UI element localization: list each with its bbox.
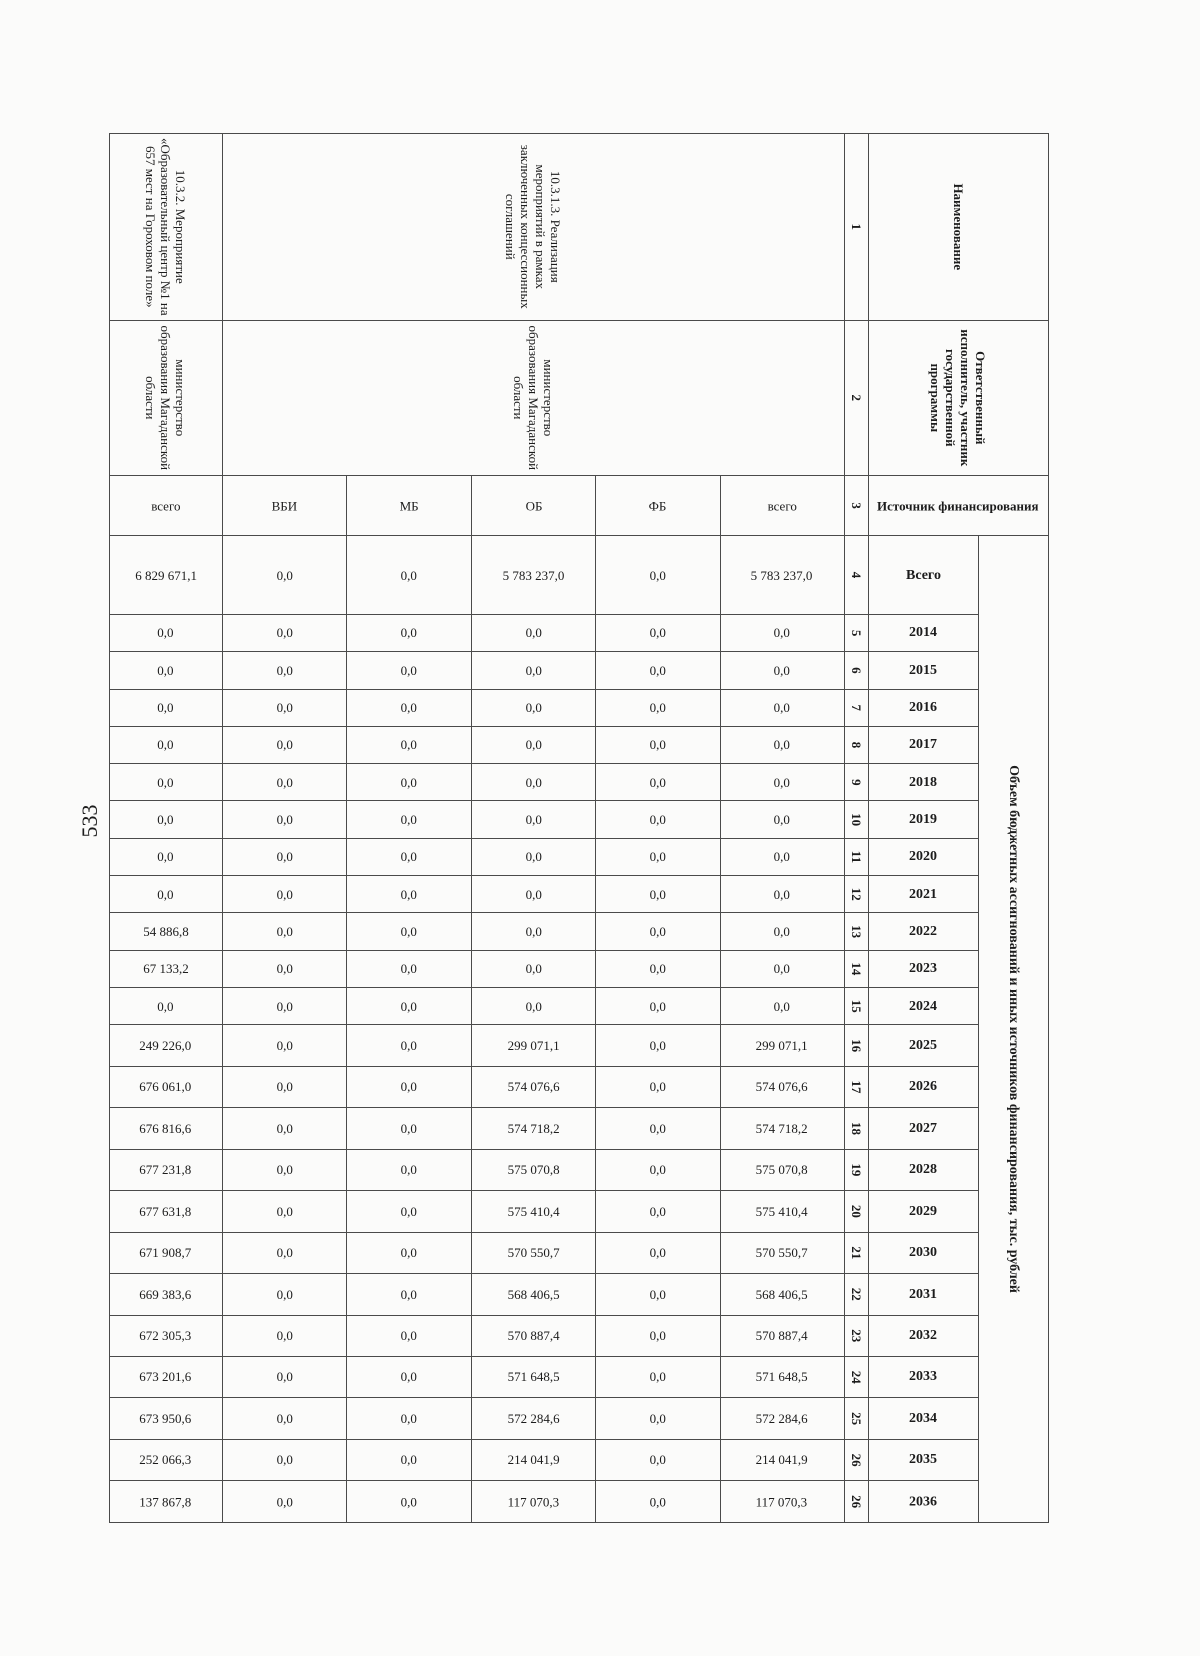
year-value: 0,0 (596, 1108, 720, 1149)
column-number: 19 (845, 1149, 869, 1190)
year-value: 0,0 (347, 988, 471, 1025)
year-value: 0,0 (596, 876, 720, 913)
year-value: 574 718,2 (471, 1108, 595, 1149)
year-value: 568 406,5 (471, 1274, 595, 1315)
column-number: 20 (845, 1191, 869, 1232)
year-value: 0,0 (347, 1025, 471, 1066)
year-value: 67 133,2 (110, 950, 223, 987)
year-header: 2028 (869, 1149, 979, 1190)
year-header: 2016 (869, 689, 979, 726)
column-number: 4 (845, 536, 869, 615)
year-header: 2015 (869, 652, 979, 689)
column-number: 14 (845, 950, 869, 987)
year-header: 2014 (869, 614, 979, 651)
column-number: 9 (845, 764, 869, 801)
year-value: 0,0 (222, 1108, 346, 1149)
year-header: 2025 (869, 1025, 979, 1066)
year-value: 0,0 (596, 764, 720, 801)
year-header: 2030 (869, 1232, 979, 1273)
year-value: 0,0 (347, 652, 471, 689)
column-number: 23 (845, 1315, 869, 1356)
year-value: 0,0 (720, 913, 844, 950)
year-value: 214 041,9 (471, 1439, 595, 1480)
column-number: 8 (845, 726, 869, 763)
year-value: 0,0 (347, 1066, 471, 1107)
year-value: 0,0 (596, 1232, 720, 1273)
year-value: 572 284,6 (471, 1398, 595, 1439)
year-value: 0,0 (222, 913, 346, 950)
year-value: 0,0 (347, 1149, 471, 1190)
responsible-executor: министерство образования Магаданской области (110, 320, 223, 475)
column-number: 17 (845, 1066, 869, 1107)
year-header: 2021 (869, 876, 979, 913)
year-value: 117 070,3 (720, 1481, 844, 1523)
year-value: 249 226,0 (110, 1025, 223, 1066)
year-value: 0,0 (596, 950, 720, 987)
year-value: 0,0 (471, 913, 595, 950)
year-value: 571 648,5 (720, 1356, 844, 1397)
year-header: 2035 (869, 1439, 979, 1480)
year-value: 0,0 (596, 1066, 720, 1107)
year-value: 0,0 (720, 614, 844, 651)
year-value: 137 867,8 (110, 1481, 223, 1523)
year-value: 570 887,4 (471, 1315, 595, 1356)
year-value: 574 718,2 (720, 1108, 844, 1149)
year-value: 570 550,7 (720, 1232, 844, 1273)
year-header: 2036 (869, 1481, 979, 1523)
header-name: Наименование (869, 134, 1049, 321)
total-value: 5 783 237,0 (471, 536, 595, 615)
year-value: 0,0 (347, 689, 471, 726)
year-value: 0,0 (471, 950, 595, 987)
header-total: Всего (869, 536, 979, 615)
year-value: 0,0 (596, 726, 720, 763)
year-value: 0,0 (347, 614, 471, 651)
year-value: 0,0 (347, 801, 471, 838)
year-value: 677 631,8 (110, 1191, 223, 1232)
year-value: 0,0 (222, 1315, 346, 1356)
year-value: 676 061,0 (110, 1066, 223, 1107)
year-value: 0,0 (222, 1191, 346, 1232)
year-value: 0,0 (222, 1025, 346, 1066)
year-value: 0,0 (720, 652, 844, 689)
total-value: 0,0 (347, 536, 471, 615)
year-value: 0,0 (222, 1066, 346, 1107)
column-number: 10 (845, 801, 869, 838)
financing-source: всего (720, 476, 844, 536)
year-value: 0,0 (222, 726, 346, 763)
year-value: 299 071,1 (720, 1025, 844, 1066)
year-value: 0,0 (222, 764, 346, 801)
year-value: 572 284,6 (720, 1398, 844, 1439)
year-value: 0,0 (347, 1191, 471, 1232)
measure-name: 10.3.1.3. Реализация мероприятий в рамках заключенных концессионных соглашений (222, 134, 844, 321)
year-value: 0,0 (222, 1149, 346, 1190)
year-value: 0,0 (347, 1439, 471, 1480)
year-value: 0,0 (110, 652, 223, 689)
year-value: 252 066,3 (110, 1439, 223, 1480)
year-value: 0,0 (347, 1315, 471, 1356)
year-value: 0,0 (110, 838, 223, 875)
year-header: 2019 (869, 801, 979, 838)
total-value: 0,0 (596, 536, 720, 615)
year-value: 0,0 (222, 838, 346, 875)
year-value: 0,0 (222, 652, 346, 689)
column-number: 7 (845, 689, 869, 726)
year-value: 0,0 (720, 876, 844, 913)
year-value: 574 076,6 (720, 1066, 844, 1107)
year-header: 2034 (869, 1398, 979, 1439)
year-value: 0,0 (596, 1274, 720, 1315)
year-value: 0,0 (596, 801, 720, 838)
year-value: 0,0 (720, 726, 844, 763)
measure-name: 10.3.2. Мероприятие «Образовательный центр №1 на 657 мест на Гороховом поле» (110, 134, 223, 321)
year-value: 0,0 (110, 876, 223, 913)
budget-table-sheet (109, 133, 1049, 1523)
year-value: 0,0 (596, 913, 720, 950)
column-number: 26 (845, 1481, 869, 1523)
year-value: 0,0 (596, 1025, 720, 1066)
year-value: 0,0 (110, 614, 223, 651)
year-value: 0,0 (347, 1274, 471, 1315)
year-value: 0,0 (596, 614, 720, 651)
page-number: 533 (77, 804, 102, 838)
column-number: 22 (845, 1274, 869, 1315)
year-value: 669 383,6 (110, 1274, 223, 1315)
year-value: 0,0 (720, 801, 844, 838)
responsible-executor: министерство образования Магаданской области (222, 320, 844, 475)
year-header: 2033 (869, 1356, 979, 1397)
column-number: 13 (845, 913, 869, 950)
year-value: 0,0 (471, 614, 595, 651)
year-value: 0,0 (471, 726, 595, 763)
year-value: 0,0 (471, 988, 595, 1025)
column-number: 15 (845, 988, 869, 1025)
financing-source: ОБ (471, 476, 595, 536)
year-value: 673 201,6 (110, 1356, 223, 1397)
year-value: 0,0 (347, 1398, 471, 1439)
column-number: 26 (845, 1439, 869, 1480)
total-value: 0,0 (222, 536, 346, 615)
header-financing-volume: Объем бюджетных ассигнований и иных источников финансирования, тыс. рублей (979, 536, 1049, 1523)
year-value: 575 070,8 (471, 1149, 595, 1190)
table-row (110, 134, 223, 1523)
year-value: 673 950,6 (110, 1398, 223, 1439)
year-value: 574 076,6 (471, 1066, 595, 1107)
year-value: 575 070,8 (720, 1149, 844, 1190)
year-value: 0,0 (596, 1191, 720, 1232)
year-value: 0,0 (347, 876, 471, 913)
financing-source: ФБ (596, 476, 720, 536)
column-number: 2 (845, 320, 869, 475)
year-value: 0,0 (222, 689, 346, 726)
table-body (110, 134, 845, 1523)
year-value: 0,0 (110, 726, 223, 763)
column-number: 3 (845, 476, 869, 536)
column-number: 21 (845, 1232, 869, 1273)
year-value: 575 410,4 (471, 1191, 595, 1232)
column-number: 1 (845, 134, 869, 321)
year-value: 0,0 (347, 1108, 471, 1149)
year-value: 54 886,8 (110, 913, 223, 950)
year-value: 0,0 (471, 764, 595, 801)
year-value: 0,0 (720, 988, 844, 1025)
year-value: 671 908,7 (110, 1232, 223, 1273)
year-value: 0,0 (596, 1481, 720, 1523)
year-value: 0,0 (222, 988, 346, 1025)
budget-allocation-table (109, 133, 1049, 1523)
year-value: 568 406,5 (720, 1274, 844, 1315)
year-header: 2023 (869, 950, 979, 987)
year-header: 2018 (869, 764, 979, 801)
year-value: 677 231,8 (110, 1149, 223, 1190)
year-value: 672 305,3 (110, 1315, 223, 1356)
year-value: 0,0 (471, 689, 595, 726)
year-value: 0,0 (596, 988, 720, 1025)
year-value: 0,0 (471, 838, 595, 875)
financing-source: ВБИ (222, 476, 346, 536)
year-value: 117 070,3 (471, 1481, 595, 1523)
year-value: 0,0 (110, 764, 223, 801)
year-value: 0,0 (596, 1149, 720, 1190)
year-header: 2032 (869, 1315, 979, 1356)
table-row (720, 134, 844, 1523)
year-value: 0,0 (471, 801, 595, 838)
year-value: 0,0 (222, 801, 346, 838)
year-value: 0,0 (720, 764, 844, 801)
header-source: Источник финансирования (869, 476, 1049, 536)
year-header: 2020 (869, 838, 979, 875)
year-value: 570 887,4 (720, 1315, 844, 1356)
year-value: 676 816,6 (110, 1108, 223, 1149)
year-value: 0,0 (596, 1398, 720, 1439)
header-responsible: Ответственный исполнитель, участник государственной программы (869, 320, 1049, 475)
year-value: 0,0 (347, 913, 471, 950)
column-number: 5 (845, 614, 869, 651)
year-value: 0,0 (720, 689, 844, 726)
year-value: 0,0 (347, 764, 471, 801)
year-value: 0,0 (347, 1356, 471, 1397)
year-value: 575 410,4 (720, 1191, 844, 1232)
year-value: 0,0 (720, 950, 844, 987)
year-value: 0,0 (347, 1481, 471, 1523)
year-value: 299 071,1 (471, 1025, 595, 1066)
year-value: 214 041,9 (720, 1439, 844, 1480)
year-value: 0,0 (222, 1232, 346, 1273)
column-number: 11 (845, 838, 869, 875)
financing-source: всего (110, 476, 223, 536)
year-value: 0,0 (347, 1232, 471, 1273)
column-number: 18 (845, 1108, 869, 1149)
year-value: 0,0 (222, 1274, 346, 1315)
year-header: 2024 (869, 988, 979, 1025)
year-value: 0,0 (110, 689, 223, 726)
year-value: 0,0 (110, 988, 223, 1025)
year-value: 0,0 (222, 950, 346, 987)
column-number: 6 (845, 652, 869, 689)
year-header: 2026 (869, 1066, 979, 1107)
column-number: 24 (845, 1356, 869, 1397)
column-number: 12 (845, 876, 869, 913)
year-value: 0,0 (347, 950, 471, 987)
year-value: 570 550,7 (471, 1232, 595, 1273)
year-value: 0,0 (222, 614, 346, 651)
financing-source: МБ (347, 476, 471, 536)
year-value: 0,0 (222, 1439, 346, 1480)
year-value: 0,0 (471, 876, 595, 913)
year-value: 0,0 (596, 652, 720, 689)
year-value: 0,0 (222, 1356, 346, 1397)
year-value: 0,0 (347, 838, 471, 875)
year-value: 0,0 (471, 652, 595, 689)
year-value: 0,0 (222, 1398, 346, 1439)
year-value: 0,0 (347, 726, 471, 763)
year-value: 571 648,5 (471, 1356, 595, 1397)
year-header: 2022 (869, 913, 979, 950)
year-header: 2017 (869, 726, 979, 763)
total-value: 5 783 237,0 (720, 536, 844, 615)
year-header: 2027 (869, 1108, 979, 1149)
year-value: 0,0 (222, 1481, 346, 1523)
year-value: 0,0 (596, 689, 720, 726)
year-value: 0,0 (720, 838, 844, 875)
year-value: 0,0 (596, 1315, 720, 1356)
year-value: 0,0 (110, 801, 223, 838)
column-number: 25 (845, 1398, 869, 1439)
column-number-row (845, 134, 869, 1523)
year-value: 0,0 (596, 1439, 720, 1480)
year-value: 0,0 (596, 1356, 720, 1397)
year-value: 0,0 (596, 838, 720, 875)
year-header: 2029 (869, 1191, 979, 1232)
column-number: 16 (845, 1025, 869, 1066)
year-header: 2031 (869, 1274, 979, 1315)
total-value: 6 829 671,1 (110, 536, 223, 615)
year-value: 0,0 (222, 876, 346, 913)
